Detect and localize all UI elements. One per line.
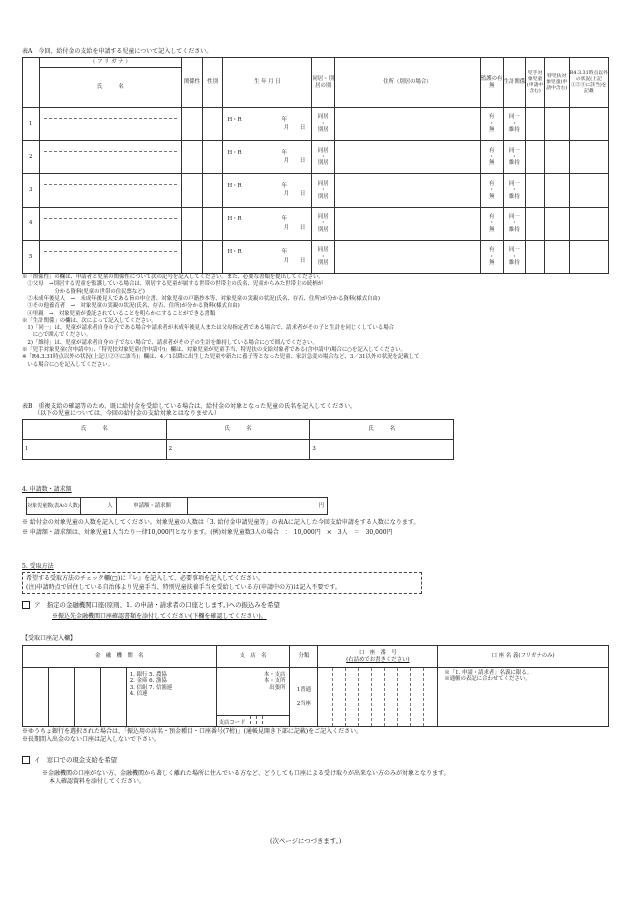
address-cell[interactable] — [335, 108, 481, 141]
custody-cell[interactable]: 有 ・ 無 — [480, 207, 503, 240]
table-b — [22, 419, 454, 460]
special-allowance-cell[interactable] — [544, 207, 569, 240]
count-field[interactable] — [80, 498, 116, 515]
sex-header: 性別 — [202, 58, 223, 108]
sex-cell[interactable] — [202, 207, 223, 240]
option-a-row — [22, 601, 280, 609]
birth-header: 生 年 月 日 — [223, 58, 312, 108]
livelihood-cell[interactable]: 同一 ・ 維持 — [503, 207, 526, 240]
col-b-header: 特児扶対象児童(申請中含む) — [544, 58, 569, 108]
birth-date-cell[interactable]: H・R 年 月 日 — [223, 207, 312, 240]
sex-cell[interactable] — [202, 141, 223, 174]
bank-type-cell — [126, 668, 216, 727]
branch-cell[interactable]: 本・支店 本・支所 出張所 支店コード — [216, 668, 290, 727]
child-name-cell[interactable] — [39, 174, 182, 207]
option-a-label: ア 指定の金融機関口座(原則、1. の申請・請求者の口座とします。)への振込みを希望 — [34, 601, 280, 609]
relation-header: 関係性 — [182, 58, 203, 108]
option-a-checkbox[interactable] — [22, 601, 30, 609]
note-line: 分かる資料(児童の世帯の住民票など) — [22, 288, 145, 295]
furigana-line[interactable] — [44, 211, 178, 219]
amount-field[interactable] — [188, 498, 328, 515]
instruction-line-1: 希望する受取方法のチェック欄(□)に『レ』を記入して、必要事項を記入してください。 — [26, 575, 265, 582]
child-name-cell[interactable] — [39, 108, 182, 141]
holder-header: 口 座 名 義(フリガナのみ) — [438, 646, 609, 668]
sex-cell[interactable] — [202, 108, 223, 141]
bank-type-line-3: 3. 信組 7. 信漁連 — [129, 684, 173, 691]
bank-type-line-1: 1. 銀行 5. 農協 — [129, 672, 167, 678]
section-5-title: 5. 受取方法 — [22, 563, 54, 570]
cohabit-cell[interactable]: 同居 ・ 別居 — [312, 207, 335, 240]
custody-cell[interactable]: 有 ・ 無 — [480, 174, 503, 207]
note-line: ③その他養育者 → 対象児童の実親の状況(氏名、存否、住所)が分かる資料(様式自由) — [22, 303, 240, 310]
note-line: に○で囲んでください。 — [22, 332, 92, 339]
bank-table — [22, 645, 609, 727]
option-i-label: イ 窓口での現金支給を希望 — [34, 756, 118, 764]
note-line: 2)「維持」は、児童が請求者自身の子でない場合で、請求者がその子の生計を維持している場合に○で囲んでください。 — [22, 339, 318, 346]
section-4-note-1: ※ 給付金の対象児童の人数を記入してください。対象児童の人数は「3. 給付金申請児童等」の表Aに記入した今回支給申請をする人数になります。 — [22, 519, 420, 526]
custody-cell[interactable]: 有 ・ 無 — [480, 240, 503, 273]
special-allowance-cell[interactable] — [544, 174, 569, 207]
section-4-title: 4. 申請数・請求額 — [22, 486, 72, 493]
table-b-header-1: 氏 名 — [23, 420, 167, 440]
table-a-row — [22, 207, 609, 241]
footer-continue: (次ページにつづきます。) — [270, 837, 342, 845]
birth-date-cell[interactable]: H・R 年 月 日 — [223, 240, 312, 273]
cohabit-cell[interactable]: 同居 ・ 別居 — [312, 108, 335, 141]
child-allowance-cell[interactable] — [526, 108, 545, 141]
other-status-cell[interactable] — [569, 240, 608, 273]
child-allowance-cell[interactable] — [526, 141, 545, 174]
birth-date-cell[interactable]: H・R 年 月 日 — [223, 141, 312, 174]
acct-header-title: 口 座 番 号 — [358, 650, 397, 657]
note-line: ②未成年後見人 → 未成年後見人である旨の申立書、対象児童の戸籍抄本等、対象児童の実親の状況(氏名、存否、住所)が分かる資料(様式自由) — [22, 295, 380, 302]
custody-header: 監護の有無 — [480, 58, 503, 108]
note-line: ①父母 →別居する児童を監護している場合は、別居する児童が属する世帯の世帯主の氏名、児童からみた世帯主の続柄が — [22, 281, 324, 288]
custody-cell[interactable]: 有 ・ 無 — [480, 108, 503, 141]
table-a-row — [22, 240, 609, 274]
table-b-header-2: 氏 名 — [166, 420, 310, 440]
livelihood-cell[interactable]: 同一 ・ 維持 — [503, 174, 526, 207]
special-allowance-cell[interactable] — [544, 141, 569, 174]
furigana-line[interactable] — [44, 244, 178, 252]
other-status-cell[interactable] — [569, 141, 608, 174]
table-b-cell-3[interactable] — [320, 440, 454, 460]
kind-header: 分類 — [290, 646, 318, 668]
table-b-cell-1[interactable] — [32, 440, 166, 460]
other-status-cell[interactable] — [569, 174, 608, 207]
instruction-line-2: (注)申請時点で居住している自治体より児童手当、特別児童扶養手当を受給している方(申請中の方)は記入不要です。 — [26, 584, 341, 591]
acct-number-cell[interactable] — [318, 668, 438, 727]
bank-name-header: 金 融 機 関 名 — [23, 646, 217, 668]
branch-code-row[interactable] — [217, 715, 290, 726]
option-i-row — [22, 756, 117, 764]
cohabit-cell[interactable]: 同居 ・ 別居 — [312, 240, 335, 273]
amount-label: 申請額・請求額 — [116, 498, 188, 515]
note-line: 1)「同一」は、児童が請求者自身の子である場合や請求者が未成年後見人または父母指定者である場合で、請求者がその子と生計を同じくしている場合 — [22, 325, 394, 332]
table-b-num-2: 2 — [166, 440, 176, 460]
furigana-line[interactable] — [44, 177, 178, 185]
custody-cell[interactable]: 有 ・ 無 — [480, 141, 503, 174]
address-cell[interactable] — [335, 174, 481, 207]
table-a-row — [22, 140, 609, 174]
relation-cell[interactable] — [182, 240, 203, 273]
relation-cell[interactable] — [182, 174, 203, 207]
cohabit-cell[interactable]: 同居 ・ 別居 — [312, 174, 335, 207]
branch-header: 支 店 名 — [216, 646, 290, 668]
note-line: いる場合に○を記入してください。 — [22, 361, 113, 368]
relation-cell[interactable] — [182, 207, 203, 240]
count-amount-table — [26, 497, 328, 515]
bank-code-3[interactable] — [74, 668, 100, 727]
table-a-row — [22, 173, 609, 207]
amount-unit: 円 — [318, 502, 324, 509]
row-number: 4 — [23, 207, 40, 240]
livelihood-header: 生計関係 — [503, 58, 526, 108]
bank-code-4[interactable] — [100, 668, 126, 727]
section-4-note-2: ※ 申請額・請求額は、対象児童1人当たり一律10,000円となります。(例)対象児童数3人の場合 ： 10,000円 × 3人 ＝ 30,000円 — [22, 529, 393, 536]
acct-header — [318, 646, 438, 668]
acct-header-sub: (右詰めでお書きください) — [346, 656, 410, 663]
count-label: 対象児童数(表Aの人数) — [27, 498, 81, 515]
cohabit-cell[interactable]: 同居 ・ 別居 — [312, 141, 335, 174]
holder-cell[interactable]: ※「1. 申請・請求者」名義に限る。 ※通帳の表記に合わせてください。 — [438, 668, 609, 727]
child-name-cell[interactable] — [39, 207, 182, 240]
note-line: ※「児手対象児童(含申請中)」、「特児扶対象児童(含申請中)」欄は、対象児童が児童手当、特児扶の支給対象者である(含申請中)場合に○を記入してください。 — [22, 347, 406, 353]
table-b-num-1: 1 — [23, 440, 33, 460]
livelihood-cell[interactable]: 同一 ・ 維持 — [503, 240, 526, 273]
livelihood-cell[interactable]: 同一 ・ 維持 — [503, 141, 526, 174]
note-line: ※「関係性」の欄は、申請者と児童の関係性について次の記号を記入してください。また、必要な書類を提出してください。 — [22, 274, 324, 280]
sex-cell[interactable] — [202, 174, 223, 207]
table-b-caption: 表B 重複支給の確認等のため、既に給付金を受給している場合は、給付金の対象となった児童の氏名を記入してください。 — [22, 403, 357, 410]
table-b-num-3: 3 — [310, 440, 320, 460]
option-i-checkbox[interactable] — [22, 756, 30, 764]
note-line: ④里親 → 対象児童が委託されていることを明らかにすることができる書類 — [22, 310, 216, 317]
table-b-subcaption: （以下の児童については、今回の給付金の支給対象とはなりません） — [34, 410, 220, 417]
relation-cell[interactable] — [182, 141, 203, 174]
bank-code-1[interactable] — [23, 668, 49, 727]
special-allowance-cell[interactable] — [544, 240, 569, 273]
bank-type-line-2: 2. 金庫 6. 漁協 — [129, 678, 167, 685]
name-header: 氏 名 — [39, 68, 182, 108]
bank-code-2[interactable] — [48, 668, 74, 727]
child-allowance-cell[interactable] — [526, 207, 545, 240]
table-b-cell-2[interactable] — [176, 440, 310, 460]
cohabit-header: 同居・別居の別 — [312, 58, 335, 108]
address-cell[interactable] — [335, 240, 481, 273]
count-unit: 人 — [107, 502, 113, 509]
option-i-note-2: 本人確認資料を添付してください。 — [49, 778, 146, 785]
child-name-cell[interactable] — [39, 240, 182, 273]
option-a-note: ※振込先金融機関口座確認書類を添付してください(下欄を確認してください)。 — [52, 613, 267, 620]
other-status-cell[interactable] — [569, 108, 608, 141]
row-number: 3 — [23, 174, 40, 207]
col-c-header: R4.3.31時点以外の状況(上記①②③に該当)を記載 — [569, 58, 608, 108]
bank-type-line-4: 4. 信連 — [129, 691, 148, 698]
table-b-header-3: 氏 名 — [310, 420, 454, 440]
row-number: 1 — [23, 108, 40, 141]
table-a-row — [22, 107, 609, 141]
furigana-header: （ フ リ ガ ナ ） — [39, 58, 182, 68]
row-number: 2 — [23, 141, 40, 174]
address-cell[interactable] — [335, 207, 481, 240]
kind-cell[interactable]: 1普通 2当座 — [290, 668, 318, 727]
sex-cell[interactable] — [202, 240, 223, 273]
birth-date-cell[interactable]: H・R 年 月 日 — [223, 174, 312, 207]
furigana-line[interactable] — [44, 144, 178, 152]
child-allowance-cell[interactable] — [526, 174, 545, 207]
birth-date-cell[interactable]: H・R 年 月 日 — [223, 108, 312, 141]
furigana-line[interactable] — [44, 111, 178, 119]
livelihood-cell[interactable]: 同一 ・ 維持 — [503, 108, 526, 141]
relation-cell[interactable] — [182, 108, 203, 141]
bank-caption: 【受取口座記入欄】 — [22, 635, 77, 642]
child-allowance-cell[interactable] — [526, 240, 545, 273]
bank-note-2: ※長期間入出金のない口座は記入しないで下さい。 — [22, 736, 161, 743]
special-allowance-cell[interactable] — [544, 108, 569, 141]
address-cell[interactable] — [335, 141, 481, 174]
note-line: ※「R4.3.31時点以外の状況(上記①②③に該当)」欄は、4／1以降に出生した児童や新たに養子等となった児童、家計急変の場合など、3／31以外の状況を記載して — [22, 354, 420, 361]
option-i-note-1: ※金融機関の口座がない方、金融機関から著しく離れた場所に住んでいる方など、どうしても口座による受け取りが出来ない方のみが対象となります。 — [42, 770, 450, 777]
branch-code-label: 支店コード — [218, 720, 246, 726]
address-header: 住所（別居の場合） — [335, 58, 481, 108]
bank-note-1: ※ゆうちょ銀行を選択された場合は、「振込用の店名・預金種目・口座番号(7桁)」(通帳見開き下部に記載)をご記入ください。 — [22, 728, 363, 735]
col-a-header: 児手対象児童(申請中含む) — [526, 58, 545, 108]
table-a — [22, 57, 609, 108]
note-line: ※「生計関係」の欄は、次によって記入してください。 — [22, 317, 157, 324]
row-number: 5 — [23, 240, 40, 273]
child-name-cell[interactable] — [39, 141, 182, 174]
other-status-cell[interactable] — [569, 207, 608, 240]
table-a-caption: 表A 今回、給付金の支給を申請する児童について記入してください。 — [22, 48, 213, 55]
